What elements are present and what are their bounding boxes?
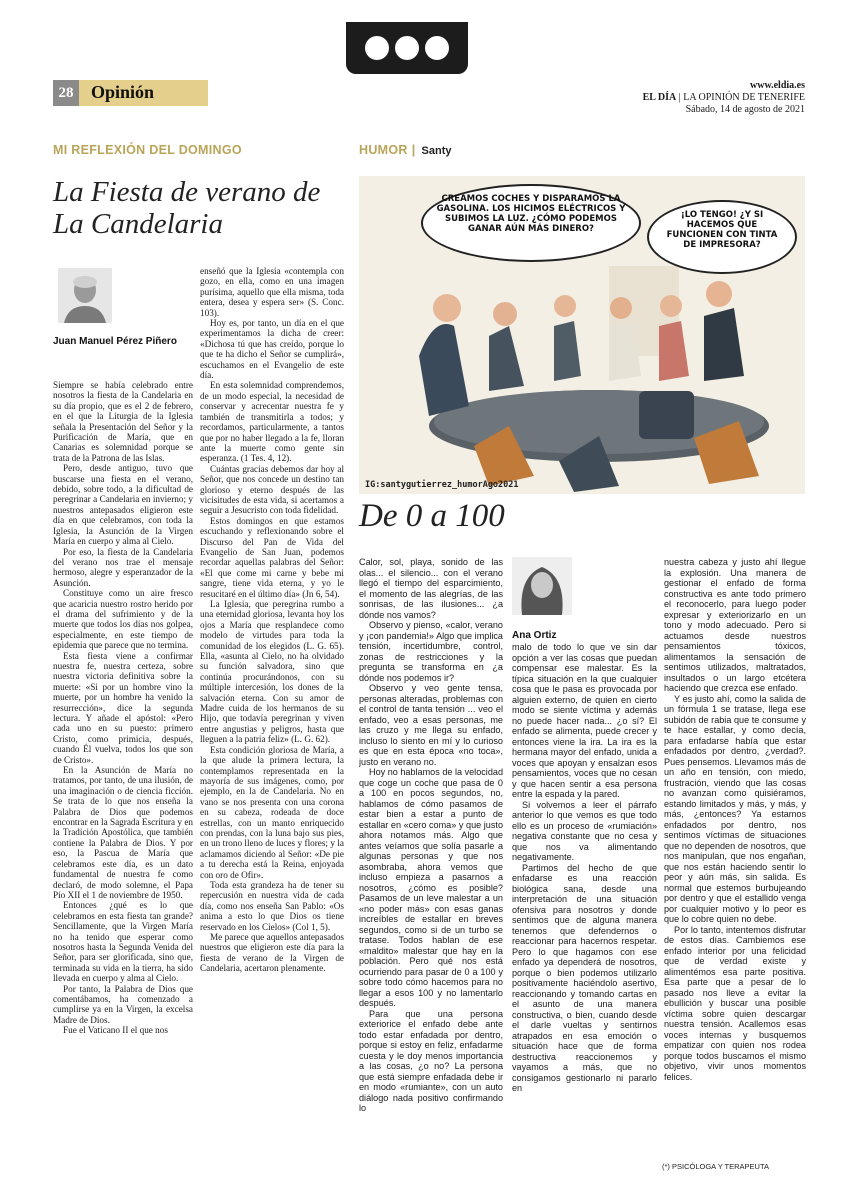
paper-name: EL DÍA	[642, 92, 677, 103]
more-options-bar[interactable]	[346, 22, 468, 74]
paragraph: Calor, sol, playa, sonido de las olas... el silencio... con el verano llegó el tiempo del esparcimiento, el momento de las alegrías, de las sonrisas, de las ilusiones... ¿a dónde nos vamos?	[359, 557, 503, 620]
article2-title: De 0 a 100	[359, 498, 505, 534]
paragraph: Hoy es, por tanto, un día en el que experimentamos la dicha de creer: «Dichosa tú que has creído, porque lo que te ha dicho el Señor se cumplirá», escuchamos en el Evangelio de este día.	[200, 318, 344, 381]
portrait-icon	[512, 557, 572, 615]
paragraph: Fue el Vaticano II el que nos	[63, 1025, 168, 1036]
page-number: 28	[53, 80, 79, 106]
portrait-icon	[58, 268, 112, 323]
humor-separator: |	[411, 143, 416, 157]
humor-kicker	[359, 143, 452, 157]
section-title: Opinión	[91, 82, 155, 102]
paragraph: Por lo tanto, intentemos disfrutar de estos días. Cambiemos ese enfado interior por una felicidad que de verdad existe y alimentémos esa parte positiva. Esa parte que a pesar de lo pasado nos lleve a evitar la ebullición y buscar una posible víctima sobre quien descargar nuestra tensión. Acallemos esas voces internas y busquemos empatizar con quien nos rodea porque todos buscamos el mismo objetivo, vivir unos momentos felices.	[664, 924, 806, 1082]
paragraph: Y es justo ahí, como la salida de un fórmula 1 se tratase, llega ese subidón de rabia que te consume y te hace estallar, y como decía, para enfadarse había que estar enfadados por dentro, ¿verdad?. Pues pensemos. Llevamos más de un año en tensión, con miedo, frustración, viendo que las cosas no avanzan como quisiéramos, estando limitados y más, y más, y más, ¿entonces? Ya estamos enfadados por dentro, nos sentimos víctimas de situaciones que no dependen de nosotros, que nos manipulan, que nos engañan, que nos están haciendo sentir lo peor y aún más, sin salida. Es normal que estemos burbujeando por dentro y que el estallido venga por cualquier motivo y lo peor es que lo cobre quien no debe.	[664, 693, 806, 924]
article1-column-1	[53, 380, 193, 1150]
paragraph: Si volvemos a leer el párrafo anterior lo que vemos es que todo ello es un proceso de «rumiación» negativa constante que no cesa y que nos va alimentando negativamente.	[512, 799, 657, 862]
humor-author: Santy	[421, 145, 452, 157]
article1-kicker: MI REFLEXIÓN DEL DOMINGO	[53, 143, 242, 157]
paragraph: nuestra cabeza y justo ahí llegue la explosión. Una manera de gestionar el enfado de forma constructiva es ante todo primero el reconocerlo, para luego poder expresar y exteriorizarlo en un tono y modo adecuado. Pero si actuamos desde nuestros pensamientos tóxicos, alimentamos la sensación de sentimos utilizados, maltratados, insultados o un largo etcétera haciendo que crezca ese enfado.	[664, 557, 806, 693]
speech-bubble-left: CREAMOS COCHES Y DISPARAMOS LA GASOLINA. LOS HICIMOS ELÉCTRICOS Y SUBIMOS LA LUZ. ¿CÓMO PODEMOS GANAR AÚN MÁS DINERO?	[421, 184, 641, 262]
more-dot-icon	[425, 36, 449, 60]
author-note: (*) PSICÓLOGA Y TERAPEUTA	[662, 1162, 769, 1171]
speech-bubble-right: ¡LO TENGO! ¿Y SI HACEMOS QUE FUNCIONEN CON TINTA DE IMPRESORA?	[647, 200, 797, 274]
article2-column-2	[512, 642, 657, 1152]
paragraph: Observo y pienso, «calor, verano y ¡con pandemia!» Algo que implica tensión, incertidumbre, control, zonas de restricciones y la pregunta se transforma en ¿a dónde nos podemos ir?	[359, 620, 503, 683]
paragraph: En esta solemnidad comprendemos, de un modo especial, la necesidad de conservar y acrecentar nuestra fe y también de transmitirla a todos; y recordamos, particularmente, a tantos que por no haber llegado a la fe, lloran ante la muerte como gente sin esperanza. (1 Tes. 4, 12).	[200, 380, 344, 464]
cartoon-credit: IG:santygutierrez_humorAgo2021	[365, 480, 519, 490]
paper-tagline: | LA OPINIÓN DE TENERIFE	[678, 92, 805, 103]
paragraph: Partimos del hecho de que enfadarse es una reacción biológica sana, desde una interpretación de una situación ofensiva para nosotros y donde sentimos que de alguna manera tenemos que defendernos o reaccionar para hacernos respetar. Pero lo que hagamos con ese enfado ya dependerá de nosotros, porque o bien podemos utilizarlo positivamente haciéndolo asertivo, reaccionando y tomando cartas en el asunto de una manera constructiva, o bien, cuando desde el darle vueltas y sentirnos atrapados en esa emoción o situación hace que de forma destructiva reaccionemos y vayamos a más, que no consigamos gestionarlo ni pararlo en	[512, 862, 657, 1093]
author-photo-juan-manuel	[58, 268, 112, 323]
more-dot-icon	[365, 36, 389, 60]
article2-author: Ana Ortiz	[512, 630, 557, 641]
article1-column-2	[200, 266, 344, 1150]
article1-title: La Fiesta de verano de La Candelaria	[53, 176, 321, 240]
paragraph: Siempre se había celebrado entre nosotros la fiesta de la Candelaria en su día propio, que es el 2 de febrero, en el que la Liturgia de la Iglesia señala la Presentación del Señor y la Purificación de María, que en Canarias es solemnidad porque se trata de la Patrona de las Islas.	[53, 380, 193, 463]
author-photo-ana-ortiz	[512, 557, 572, 615]
paragraph: malo de todo lo que ve sin dar opción a ver las cosas que puedan compensar ese malestar. Es la típica situación en la que cualquier cosa que le pasa es provocada por alguien externo, de quien en cierto modo se siente víctima y además no puede hacer nada... ¿o sí? El enfado se alimenta, puede crecer y entonces viene la ira. La ira es la hermana mayor del enfado, unida a voces que apoyan y ensalzan esos pensamientos, voces que no cesan y que hacen sentir a esa persona entre la espada y la pared.	[512, 642, 657, 799]
humor-label: HUMOR	[359, 143, 408, 157]
paragraph: Entonces ¿qué es lo que celebramos en esta fiesta tan grande? Sencillamente, que la Virgen María no ha tenido que esperar como nosotros hasta la Segunda Venida del Señor, para ser glorificada, sino que, terminada su vida en la tierra, ha sido llevada en cuerpo y alma al Cielo.	[53, 900, 193, 984]
paragraph: La Iglesia, que peregrina rumbo a una eternidad gloriosa, levanta hoy los ojos a María que resplandece como modelo de virtudes para toda la comunidad de los elegidos (L. G. 65). Ella, «asunta al Cielo, no ha olvidado su función salvadora, sino que continúa procurándonos, con su múltiple intercesión, los dones de la salvación eterna. Con su amor de Madre cuida de los hermanos de su Hijo, que todavía peregrinan y viven entre angustias y peligros, hasta que lleguen a la patria feliz» (L. G. 62).	[200, 599, 344, 745]
paragraph: Para que una persona exteriorice el enfado debe ante todo estar enfadada por dentro, porque si estoy en feliz, enfadarme cuesta y le doy menos importancia a las cosas, ¿o no? La persona que está siempre enfadada debe ir en modo «rumiante», con un auto diálogo nada positivo confirmando lo	[359, 1008, 503, 1113]
more-dot-icon	[395, 36, 419, 60]
paragraph: Por eso, la fiesta de la Candelaria del verano nos trae el mensaje hermoso, alegre y esperanzador de la Asunción.	[53, 546, 193, 588]
paragraph: Constituye como un aire fresco que acaricia nuestro rostro herido por el drama del sufrimiento y de la muerte que todos los días nos golpea, especialmente, en este tiempo de epidemia que parece que no termina.	[53, 588, 193, 651]
paragraph: Estos domingos en que estamos escuchando y reflexionando sobre el Discurso del Pan de Vida del Evangelio de San Juan, podemos recordar aquellas palabras del Señor: «El que come mi carne y bebe mi sangre, tiene vida eterna, y yo le resucitaré en el último día» (Jn 6, 54).	[200, 515, 344, 599]
paragraph: Toda esta grandeza ha de tener su repercusión en nuestra vida de cada día, como nos enseña San Pablo: «Os anima a esto lo que Dios os tiene reservado en los Cielos» (Col 1, 5).	[200, 879, 344, 932]
website-url: www.eldia.es	[750, 80, 805, 91]
article2-column-3	[664, 557, 806, 1157]
paragraph: Cuántas gracias debemos dar hoy al Señor, que nos concede un destino tan glorioso y eterno después de las vicisitudes de esta vida, si acertamos a seguir a Jesucristo con toda fidelidad.	[200, 463, 344, 516]
paragraph: Me parece que aquellos antepasados nuestros que eligieron este día para la fiesta de verano de la Virgen de Candelaria, acertaron plenamente.	[200, 932, 344, 974]
paragraph: Por tanto, la Palabra de Dios que comentábamos, ha comenzado a cumplirse ya en la Virgen, la excelsa Madre de Dios.	[53, 983, 193, 1025]
section-header	[53, 80, 208, 106]
article2-column-1	[359, 557, 503, 1153]
issue-date: Sábado, 14 de agosto de 2021	[685, 104, 805, 115]
article1-author: Juan Manuel Pérez Piñero	[53, 336, 177, 347]
humor-cartoon	[359, 176, 805, 494]
paragraph: Hoy no hablamos de la velocidad que coge un coche que pasa de 0 a 100 en pocos segundos, no, hablamos de cómo pasamos de estar bien a estar a punto de estallar en «cero coma» y que justo ahora notamos más. Algo que antes veíamos que solía pasarle a algunas personas y que nos asombraba, ahora vemos que incluso empieza a pasarnos a nosotros, ¿cómo es posible? Pasamos de un leve malestar a un «no poder más» con esas ganas increíbles de estallar en breves segundos, como si de un turbo se tratase. Todos hablan de ese «maldito» malestar que hay en la población. Pero qué nos está ocurriendo para pasar de 0 a 100 y sobre todo cómo hacemos para no llegar a esos 100 y no lamentarlo después.	[359, 767, 503, 1008]
paragraph: enseñó que la Iglesia «contempla con gozo, en ella, como en una imagen purísima, aquello que ella misma, toda entera, desea y espera ser» (S. Conc. 103).	[200, 266, 344, 318]
paragraph: Esta condición gloriosa de María, a la que alude la primera lectura, la contemplamos representada en la mayoría de sus imágenes, como, por ejemplo, en la de Candelaria. No en vano se nos presenta con una corona en su cabeza, rodeada de doce estrellas, con un manto enriquecido con prendas, con la luna bajo sus pies, en un trono lleno de luces y flores; y la aclamamos diciendo al Señor: «De pie a tu derecha está la Reina, enjoyada con oro de Ofir».	[200, 744, 344, 880]
masthead	[643, 80, 805, 116]
paragraph: Esta fiesta viene a confirmar nuestra fe, nuestra certeza, sobre nuestra victoria definitiva sobre la muerte: «Si por un hombre vino la muerte, por un hombre ha venido la resurrección», dice la segunda lectura. Y añade el apóstol: «Pero cada uno en su puesto: primero Cristo, como primicia, después, cuando Él vuelva, todos los que son de Cristo».	[53, 650, 193, 765]
paragraph: Pero, desde antiguo, tuvo que buscarse una fiesta en el verano, debido, sobre todo, a la dificultad de peregrinar a Candelaria en invierno; y nuestros antepasados eligieron este día en que celebramos, con toda la Iglesia, la Asunción de la Virgen María en cuerpo y alma al Cielo.	[53, 463, 193, 547]
paragraph: Observo y veo gente tensa, personas alteradas, problemas con el control de tanta tensión ... veo el enfado, veo a esas personas, me las cruzo y me llega su enfado, incluso lo siento en mí y lo curioso es que en esta época «no toca», justo en verano no.	[359, 683, 503, 767]
paragraph: En la Asunción de María no tratamos, por tanto, de una ilusión, de una imaginación o de ciencia ficción. Se trata de lo que nos enseña la Palabra de Dios que podemos encontrar en la Sagrada Escritura y en la Tradición Apostólica, que también contiene la Palabra de Dios. Y por eso, la Pascua de María que celebramos este día, es un dato fundamental de nuestra fe como declaró, de modo solemne, el Papa Pío XII el 1 de noviembre de 1950.	[53, 765, 193, 900]
